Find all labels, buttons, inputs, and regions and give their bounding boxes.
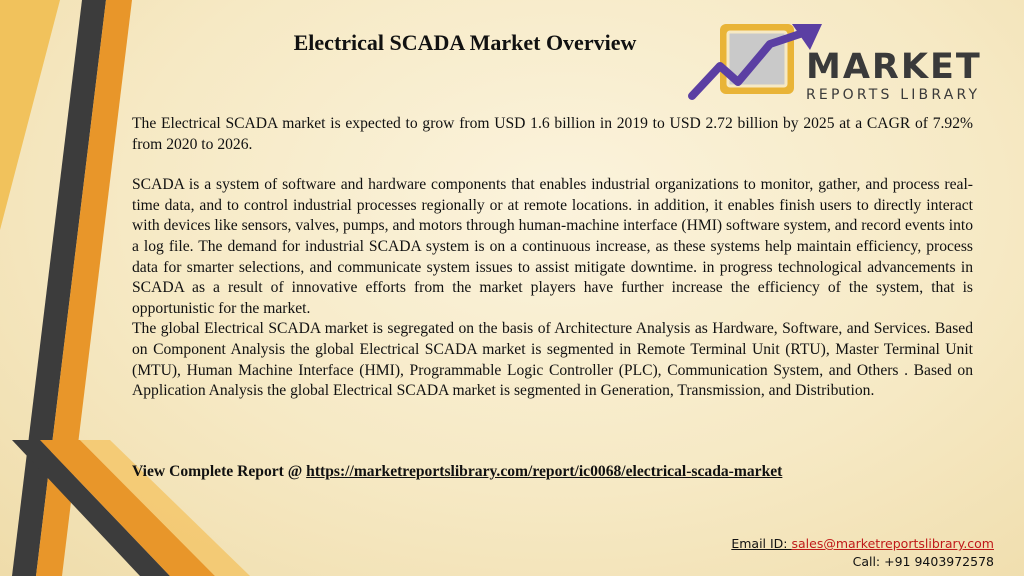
logo-word-market: MARKET [806,47,982,87]
content-body [132,114,973,402]
email-row [731,535,994,553]
view-report-line [132,463,782,481]
phone-number: Call: +91 9403972578 [852,554,994,569]
logo-word-reports-library: REPORTS LIBRARY [806,87,981,103]
contact-info [731,535,994,571]
email-label: Email ID: [731,536,792,551]
stripe-light-left [0,0,60,230]
page-title: Electrical SCADA Market Overview [293,30,637,55]
email-link[interactable]: sales@marketreportslibrary.com [791,536,994,551]
paragraph-market-growth: The Electrical SCADA market is expected to grow from USD 1.6 billion in 2019 to USD 2.72 billion by 2025 at a CAGR of 7.92% from 2020 to 2026. [132,115,973,153]
view-report-label: View Complete Report @ [132,463,307,480]
report-link[interactable]: https://marketreportslibrary.com/report/ic0068/electrical-scada-market [306,463,783,480]
paragraph-scada-description: SCADA is a system of software and hardware components that enables industrial organizations to monitor, gather, and process real-time data, and to control industrial processes regionally or at remote locations. in addition, it enables finish users to directly interact with devices like sensors, valves, pumps, and motors through human-machine interface (HMI) software system, and record events into a log file. The demand for industrial SCADA system is on a continuous increase, as these systems help maintain efficiency, process data for smarter selections, and communicate system issues to assist mitigate downtime. in progress technological advancements in SCADA as a result of innovative efforts from the market players have further increase the efficiency of the system, that is opportunistic for the market. [132,176,973,317]
paragraph-segmentation: The global Electrical SCADA market is segregated on the basis of Architecture Analysis as Hardware, Software, and Services. Based on Component Analysis the global Electrical SCADA market is segmented in Remote Terminal Unit (RTU), Master Terminal Unit (MTU), Human Machine Interface (HMI), Programmable Logic Controller (PLC), Communication System, and Others . Based on Application Analysis the global Electrical SCADA market is segmented in Generation, Transmission, and Distribution. [132,320,973,400]
